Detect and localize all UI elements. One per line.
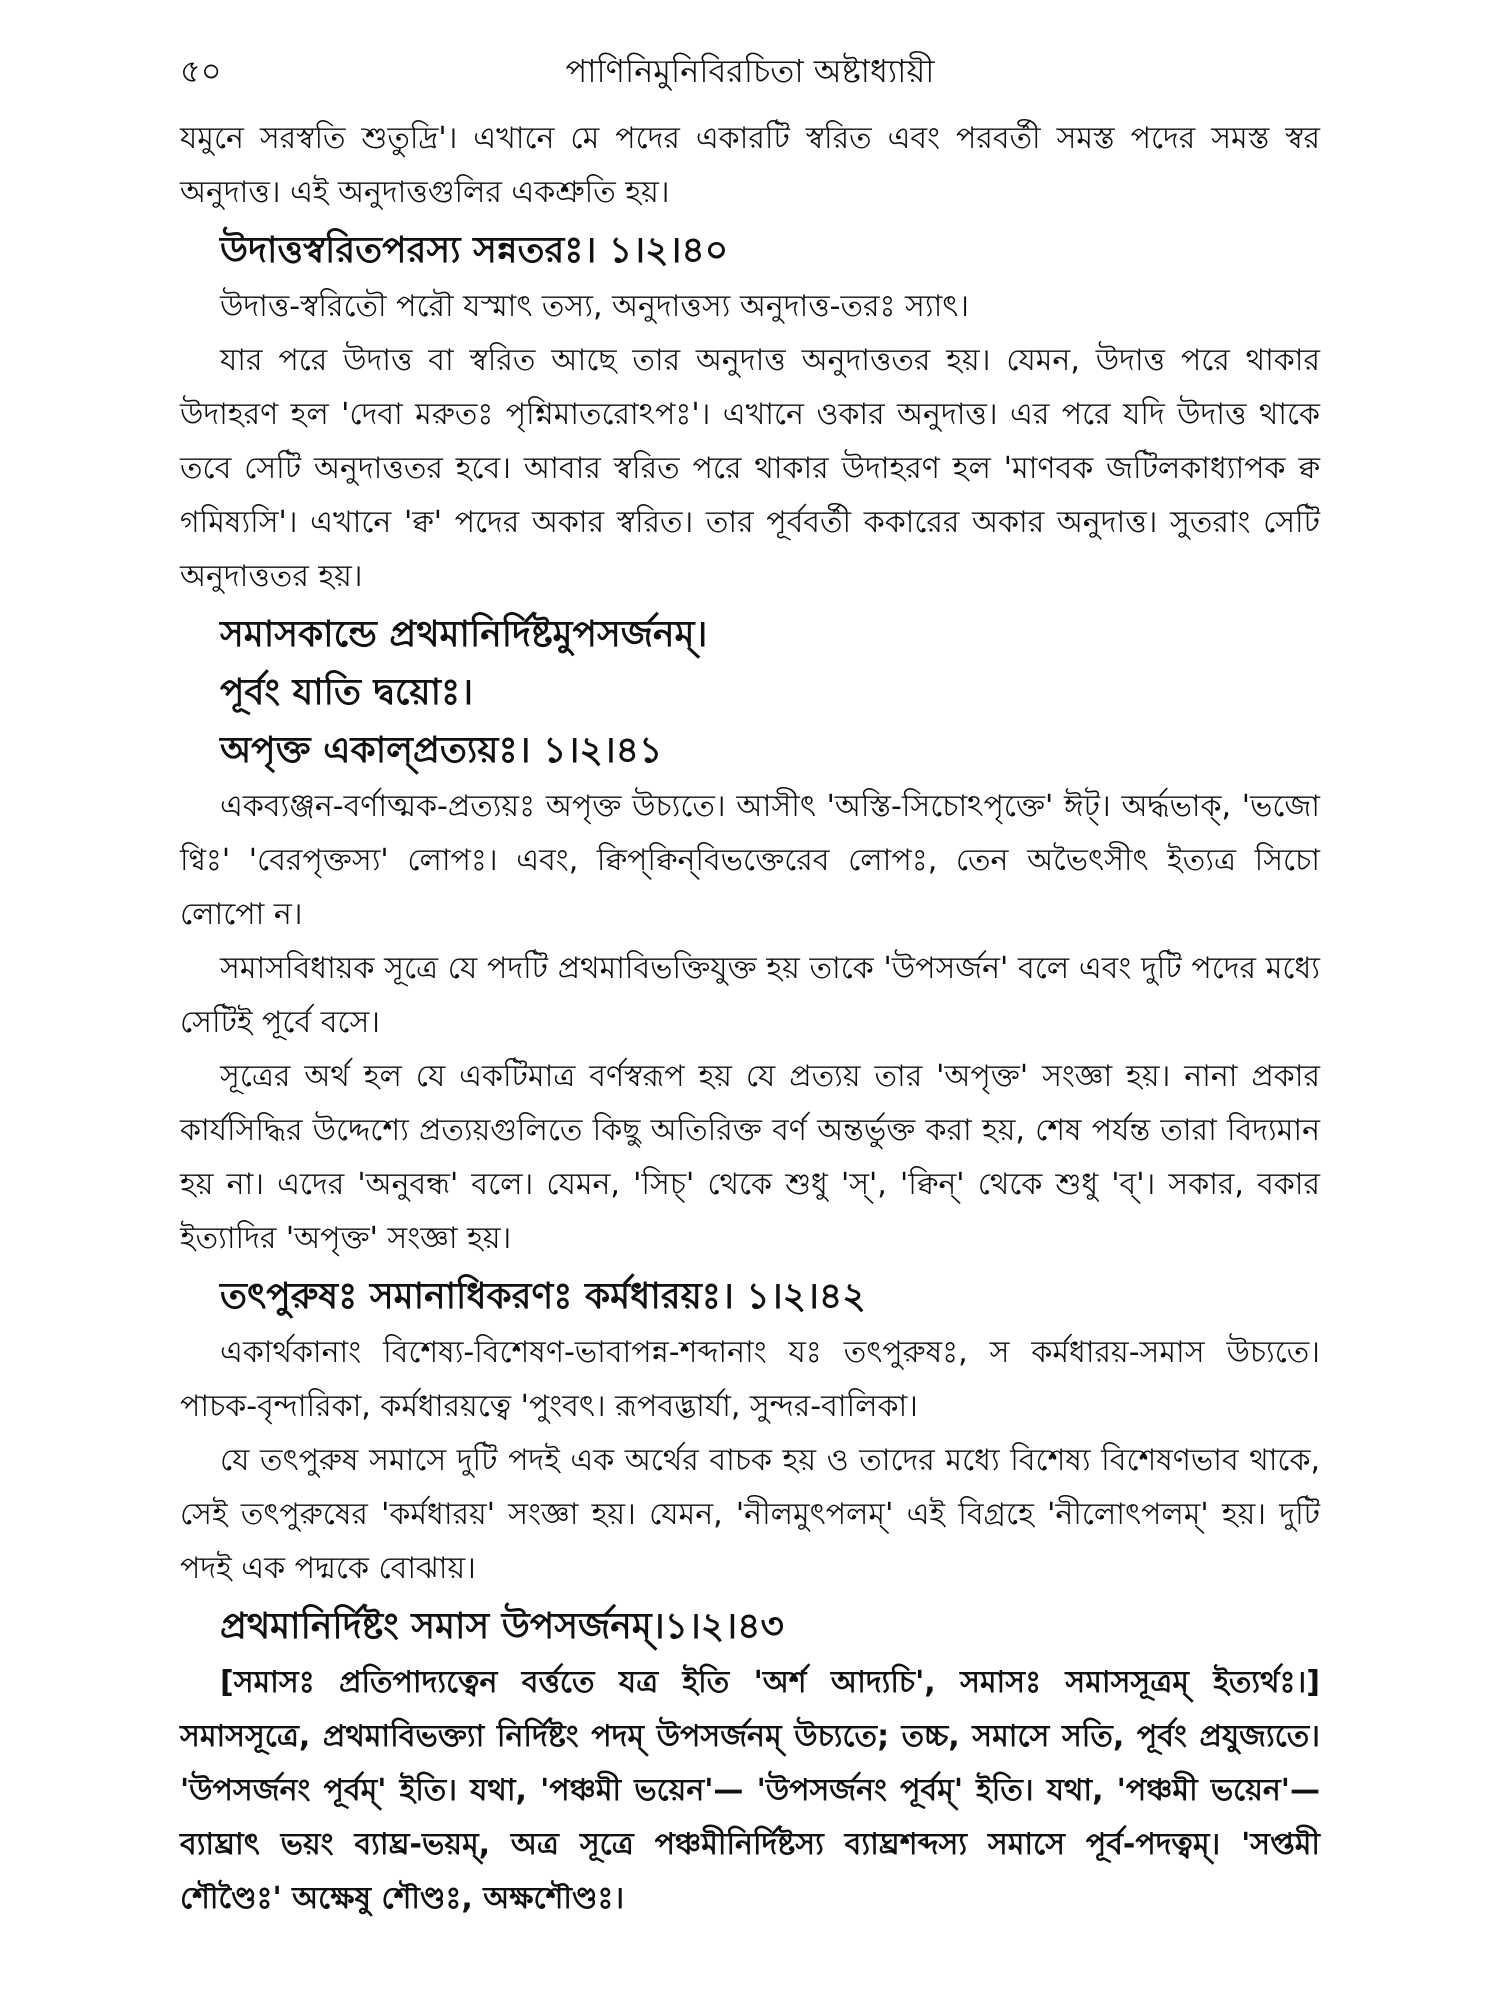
sutra-1-2-41: অপৃক্ত একাল্‌প্রত্যয়ঃ। ১।২।৪১ xyxy=(220,730,663,771)
sutra-1-2-43: প্রথমানির্দিষ্টং সমাস উপসর্জনম্।১।২।৪৩ xyxy=(220,1606,784,1647)
sutra-1-2-40: উদাত্তস্বরিতপরস্য সন্নতরঃ। ১।২।৪০ xyxy=(220,230,729,271)
verse-line-2: পূর্বং যাতি দ্বয়োঃ। xyxy=(220,672,474,713)
running-title: পাণিনিমুনিবিরচিতা অষ্টাধ্যায়ী xyxy=(565,52,935,90)
sutra-commentary: উদাত্ত-স্বরিতৌ পরৌ যস্মাৎ তস্য, অনুদাত্তস্য অনুদাত্ত-তরঃ স্যাৎ। xyxy=(220,289,970,324)
sutra-commentary: একার্থকানাং বিশেষ্য-বিশেষণ-ভাবাপন্ন-শব্দানাং যঃ তৎপুরুষঃ, স কর্মধারয়-সমাস উচ্যতে। পাচক-বৃন্দারিকা, কর্মধারয়ত্বে 'পুংবৎ। রূপবদ্ভার্যা, সুন্দর-বালিকা। xyxy=(180,1335,1320,1424)
paragraph-continuation: যমুনে সরস্বতি শুতুদ্রি'। এখানে মে পদের একারটি স্বরিত এবং পরবর্তী সমস্ত পদের সমস্ত স্বর অনুদাত্ত। এই অনুদাত্তগুলির একশ্রুতি হয়। xyxy=(180,121,1320,210)
verse-explanation: সমাসবিধায়ক সূত্রে যে পদটি প্রথমাবিভক্তিযুক্ত হয় তাকে 'উপসর্জন' বলে এবং দুটি পদের মধ্যে সেটিই পূর্বে বসে। xyxy=(180,951,1320,1040)
sutra-1-2-42: তৎপুরুষঃ সমানাধিকরণঃ কর্মধারয়ঃ। ১।২।৪২ xyxy=(220,1276,866,1317)
page-number: ৫০ xyxy=(180,52,222,90)
sutra-commentary: একব্যঞ্জন-বর্ণাত্মক-প্রত্যয়ঃ অপৃক্ত উচ্যতে। আসীৎ 'অস্তি-সিচোঽপৃক্তে' ঈট্। অর্দ্ধভাক্, 'ভজো ণ্বিঃ' 'বেরপৃক্তস্য' লোপঃ। এবং, ক্বিপ্‌ক্বিন্‌বিভক্তেরেব লোপঃ, তেন অভৈৎসীৎ ইত্যত্র সিচো লোপো ন। xyxy=(180,789,1320,932)
sutra-explanation: যে তৎপুরুষ সমাসে দুটি পদই এক অর্থের বাচক হয় ও তাদের মধ্যে বিশেষ্য বিশেষণভাব থাকে, সেই তৎপুরুষের 'কর্মধারয়' সংজ্ঞা হয়। যেমন, 'নীলমুৎপলম্' এই বিগ্রহে 'নীলোৎপলম্' হয়। দুটি পদই এক পদ্মকে বোঝায়। xyxy=(180,1443,1320,1586)
sutra-explanation: সূত্রের অর্থ হল যে একটিমাত্র বর্ণস্বরূপ হয় যে প্রত্যয় তার 'অপৃক্ত' সংজ্ঞা হয়। নানা প্রকার কার্যসিদ্ধির উদ্দেশ্যে প্রত্যয়গুলিতে কিছু অতিরিক্ত বর্ণ অন্তর্ভুক্ত করা হয়, শেষ পর্যন্ত তারা বিদ্যমান হয় না। এদের 'অনুবন্ধ' বলে। যেমন, 'সিচ্' থেকে শুধু 'স্', 'ক্বিন্' থেকে শুধু 'ব্'। সকার, বকার ইত্যাদির 'অপৃক্ত' সংজ্ঞা হয়। xyxy=(180,1059,1320,1256)
sutra-explanation: যার পরে উদাত্ত বা স্বরিত আছে তার অনুদাত্ত অনুদাত্ততর হয়। যেমন, উদাত্ত পরে থাকার উদাহরণ হল 'দেবা মরুতঃ পৃশ্নিমাতরোঽপঃ'। এখানে ওকার অনুদাত্ত। এর পরে যদি উদাত্ত থাকে তবে সেটি অনুদাত্ততর হবে। আবার স্বরিত পরে থাকার উদাহরণ হল 'মাণবক জটিলকাধ্যাপক ক্ব গমিষ্যসি'। এখানে 'ক্ব' পদের অকার স্বরিত। তার পূর্ববর্তী ককারের অকার অনুদাত্ত। সুতরাং সেটি অনুদাত্ততর হয়। xyxy=(180,343,1320,594)
page-header xyxy=(180,40,1320,100)
verse-line-1: সমাসকান্ডে প্রথমানির্দিষ্টমুপসর্জনম্। xyxy=(220,614,708,655)
page-body xyxy=(180,112,1320,1926)
sutra-commentary: [সমাসঃ প্রতিপাদ্যত্বেন বর্ত্ততে যত্র ইতি 'অর্শ আদ্যচি', সমাসঃ সমাসসূত্রম্ ইত্যর্থঃ।] সমাসসূত্রে, প্রথমাবিভক্ত্যা নির্দিষ্টং পদম্ উপসর্জনম্ উচ্যতে; তচ্চ, সমাসে সতি, পূর্বং প্রযুজ্যতে। 'উপসর্জনং পূর্বম্' ইতি। যথা, 'পঞ্চমী ভয়েন'— 'উপসর্জনং পূর্বম্' ইতি। যথা, 'পঞ্চমী ভয়েন'— ব্যাঘ্রাৎ ভয়ং ব্যাঘ্র-ভয়ম্, অত্র সূত্রে পঞ্চমীনির্দিষ্টস্য ব্যাঘ্রশব্দস্য সমাসে পূর্ব-পদত্বম্। 'সপ্তমী শৌণ্ডৈঃ' অক্ষেষু শৌণ্ডঃ, অক্ষশৌণ্ডঃ। xyxy=(180,1665,1320,1916)
